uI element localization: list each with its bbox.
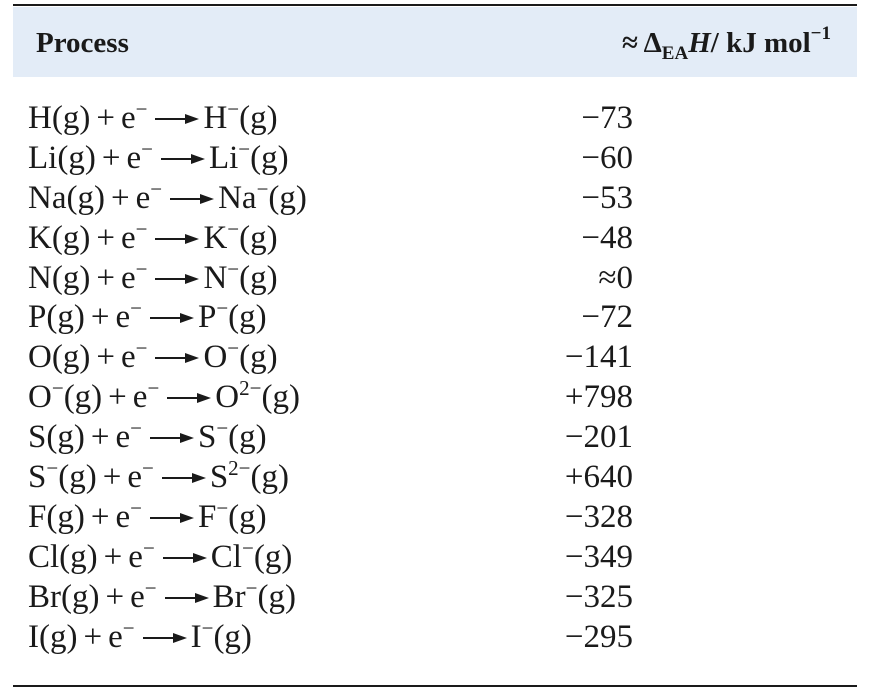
product-charge: − [216,416,229,441]
product-state: (g) [253,538,293,575]
enthalpy-value: ≈0 [598,259,633,296]
product: K [203,219,228,256]
table-top-rule [13,4,857,6]
plus-sign: + [96,100,115,136]
electron-charge: − [130,416,142,441]
table-row [0,258,869,298]
electron: e [126,139,142,176]
table-row [0,98,869,138]
product-charge: − [227,336,240,361]
table-row [0,417,869,457]
product-charge: − [216,296,229,321]
enthalpy-value: −53 [581,179,633,216]
product: O [215,379,240,416]
process-equation [28,138,289,178]
reactant: N(g) [28,259,91,296]
plus-sign: + [102,459,122,496]
product: I [190,618,202,655]
enthalpy-value: −295 [564,618,633,655]
table-row [0,497,869,537]
process-equation [28,297,267,337]
enthalpy-symbol: H [688,27,711,59]
table-row [0,537,869,577]
enthalpy-value: −60 [581,139,633,176]
electron-charge: − [135,216,148,241]
product: Na [218,179,257,216]
product-charge: − [245,575,258,600]
product-state: (g) [239,259,278,296]
right-arrow-icon [150,414,194,426]
electron-charge: − [141,136,153,161]
product: S [197,419,217,456]
electron: e [127,459,142,496]
electron-charge: − [135,256,148,281]
enthalpy-value: −325 [564,578,633,615]
plus-sign: + [108,379,127,416]
electron-charge: − [144,575,157,600]
electron-charge: − [147,376,160,401]
process-equation [28,457,289,497]
product: O [203,339,228,376]
unit-label: / kJ mol [710,27,811,59]
reactant: Li(g) [28,139,96,176]
enthalpy-value: −141 [564,339,633,376]
reactant-charge: − [46,456,59,481]
product-charge: − [216,495,229,520]
electron: e [108,618,123,655]
plus-sign: + [90,299,110,336]
table-header [13,7,857,77]
table-row [0,138,869,178]
reactant: O(g) [28,339,91,376]
product-charge: − [227,256,240,281]
right-arrow-icon [162,454,206,466]
electron: e [120,259,136,296]
electron: e [130,578,145,615]
reactant: F(g) [28,498,85,535]
process-equation [28,537,292,577]
process-equation [28,218,278,258]
approx-symbol: ≈ [622,27,638,59]
reactant: O [28,379,52,416]
plus-sign: + [101,139,121,176]
right-arrow-icon [155,215,199,227]
electron-charge: − [130,495,142,520]
product-state: (g) [261,379,300,416]
reactant: Cl(g) [28,538,98,575]
column-header-process: Process [36,27,129,59]
reactant-state: (g) [63,379,103,416]
process-equation [28,178,307,218]
process-equation [28,258,278,298]
plus-sign: + [96,259,115,296]
enthalpy-value: −349 [564,538,633,575]
column-header-enthalpy [622,23,831,65]
product: S [209,459,229,496]
electron-charge: − [130,296,142,321]
product: Li [208,139,239,176]
unit-exponent: −1 [810,23,831,44]
reactant: S(g) [28,419,85,456]
electron-charge: − [141,456,154,481]
table-row [0,218,869,258]
reactant: Na(g) [28,179,105,216]
electron-charge: − [150,176,163,201]
product-state: (g) [250,459,289,496]
product: F [197,498,217,535]
ea-subscript: EA [661,43,689,64]
enthalpy-value: +798 [564,379,633,416]
electron: e [128,538,143,575]
table-row [0,297,869,337]
enthalpy-value: −48 [581,219,633,256]
reactant-charge: − [51,376,64,401]
product-charge: − [201,615,214,640]
product-state: (g) [239,100,278,136]
product: Br [212,578,246,615]
plus-sign: + [105,578,125,615]
table-bottom-rule [13,685,857,687]
right-arrow-icon [150,494,194,506]
enthalpy-value: −201 [564,419,633,456]
plus-sign: + [110,179,130,216]
electron-charge: − [122,615,135,640]
electron: e [120,339,136,376]
product: N [203,259,228,296]
product-state: (g) [213,618,252,655]
product-state: (g) [228,419,267,456]
reactant: S [28,459,47,496]
table-row [0,577,869,617]
product: P [197,299,217,336]
enthalpy-value: −73 [581,100,633,136]
right-arrow-icon [165,574,209,586]
product-state: (g) [239,219,278,256]
electron: e [115,299,131,336]
right-arrow-icon [150,294,194,306]
right-arrow-icon [161,135,205,147]
right-arrow-icon [155,255,199,267]
reactant: Br(g) [28,578,100,615]
reactant: H(g) [28,100,91,136]
product-charge: − [227,97,240,121]
product-charge: − [227,216,240,241]
process-equation [28,377,300,417]
product-state: (g) [228,299,267,336]
process-equation [28,98,278,138]
reactant: I(g) [28,618,78,655]
right-arrow-icon [143,614,187,626]
product-state: (g) [250,139,289,176]
plus-sign: + [83,618,103,655]
reactant: P(g) [28,299,85,336]
plus-sign: + [90,498,110,535]
right-arrow-icon [155,334,199,346]
table-row [0,617,869,657]
plus-sign: + [90,419,110,456]
table-row [0,337,869,377]
table-row [0,457,869,497]
process-equation [28,497,267,537]
reactant: K(g) [28,219,91,256]
electron-charge: − [142,535,155,560]
product-charge: − [241,535,254,560]
right-arrow-icon [170,175,214,187]
enthalpy-value: +640 [564,459,633,496]
product-charge: 2− [239,376,262,401]
electron: e [115,498,131,535]
enthalpy-value: −328 [564,498,633,535]
plus-sign: + [103,538,123,575]
product-state: (g) [257,578,296,615]
process-equation [28,417,267,457]
product-charge: 2− [228,456,251,481]
electron-charge: − [135,336,148,361]
plus-sign: + [96,339,115,376]
electron: e [120,219,136,256]
process-equation [28,577,296,617]
right-arrow-icon [155,95,199,107]
electron: e [135,179,151,216]
electron-charge: − [135,97,148,121]
electron: e [120,100,136,136]
electron: e [115,419,131,456]
table-row [0,377,869,417]
product-state: (g) [239,339,278,376]
electron: e [132,379,148,416]
product: H [203,100,228,136]
delta-symbol: Δ [643,27,662,59]
enthalpy-value: −72 [581,299,633,336]
table-row [0,178,869,218]
product-charge: − [238,136,251,161]
product-state: (g) [228,498,267,535]
right-arrow-icon [163,534,207,546]
process-equation [28,617,252,657]
product-state: (g) [268,179,307,216]
plus-sign: + [96,219,115,256]
product: Cl [210,538,242,575]
reactant-state: (g) [58,459,97,496]
right-arrow-icon [167,374,211,386]
product-charge: − [256,176,269,201]
process-equation [28,337,278,377]
table-body [0,98,869,656]
